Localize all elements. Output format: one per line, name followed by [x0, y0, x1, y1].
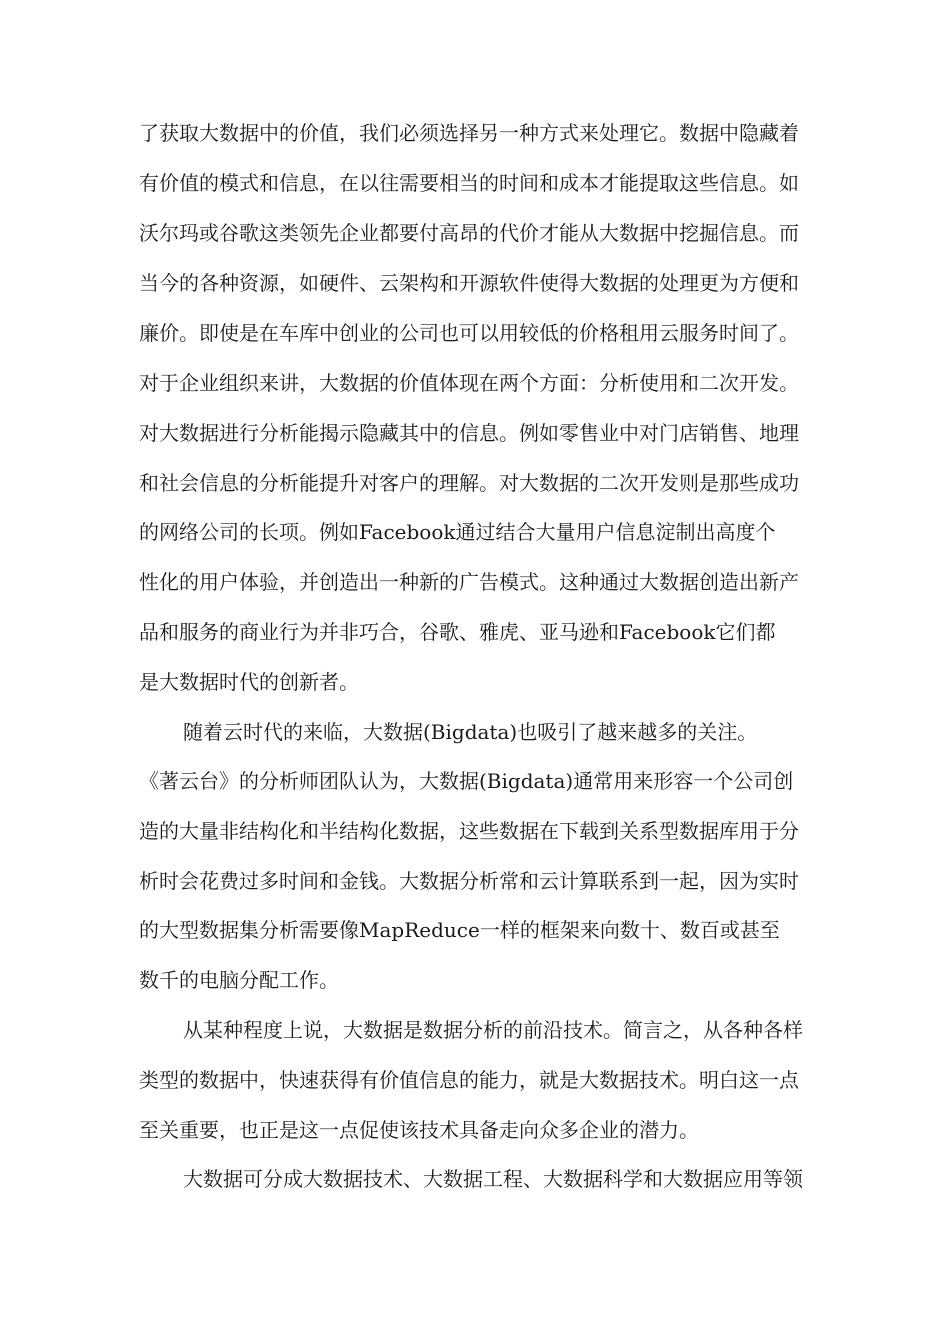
text-line: 的大型数据集分析需要像MapReduce一样的框架来向数十、数百或甚至	[139, 918, 780, 942]
text-line: 性化的用户体验，并创造出一种新的广告模式。这种通过大数据创造出新产	[139, 570, 799, 594]
text-line: 至关重要，也正是这一点促使该技术具备走向众多企业的潜力。	[139, 1118, 699, 1142]
text-line: 是大数据时代的创新者。	[139, 670, 359, 694]
text-line: 沃尔玛或谷歌这类领先企业都要付高昂的代价才能从大数据中挖掘信息。而	[139, 221, 799, 245]
text-line: 类型的数据中，快速获得有价值信息的能力，就是大数据技术。明白这一点	[139, 1068, 799, 1092]
paragraph-first-line: 大数据可分成大数据技术、大数据工程、大数据科学和大数据应用等领	[183, 1167, 803, 1191]
text-line: 当今的各种资源，如硬件、云架构和开源软件使得大数据的处理更为方便和	[139, 271, 799, 295]
text-line: 对大数据进行分析能揭示隐藏其中的信息。例如零售业中对门店销售、地理	[139, 421, 799, 445]
text-line: 《著云台》的分析师团队认为，大数据(Bigdata)通常用来形容一个公司创	[139, 769, 794, 793]
text-line: 对于企业组织来讲，大数据的价值体现在两个方面：分析使用和二次开发。	[139, 371, 799, 395]
text-line: 了获取大数据中的价值，我们必须选择另一种方式来处理它。数据中隐藏着	[139, 121, 799, 145]
paragraph-first-line: 随着云时代的来临，大数据(Bigdata)也吸引了越来越多的关注。	[183, 720, 758, 744]
text-line: 品和服务的商业行为并非巧合，谷歌、雅虎、亚马逊和Facebook它们都	[139, 620, 776, 644]
text-line: 有价值的模式和信息，在以往需要相当的时间和成本才能提取这些信息。如	[139, 171, 799, 195]
text-line: 的网络公司的长项。例如Facebook通过结合大量用户信息淀制出高度个	[139, 520, 776, 544]
text-line: 和社会信息的分析能提升对客户的理解。对大数据的二次开发则是那些成功	[139, 471, 799, 495]
text-line: 廉价。即使是在车库中创业的公司也可以用较低的价格租用云服务时间了。	[139, 321, 799, 345]
text-line: 数千的电脑分配工作。	[139, 968, 339, 992]
text-line: 析时会花费过多时间和金钱。大数据分析常和云计算联系到一起，因为实时	[139, 869, 799, 893]
paragraph-first-line: 从某种程度上说，大数据是数据分析的前沿技术。简言之，从各种各样	[183, 1018, 803, 1042]
text-line: 造的大量非结构化和半结构化数据，这些数据在下载到关系型数据库用于分	[139, 819, 799, 843]
